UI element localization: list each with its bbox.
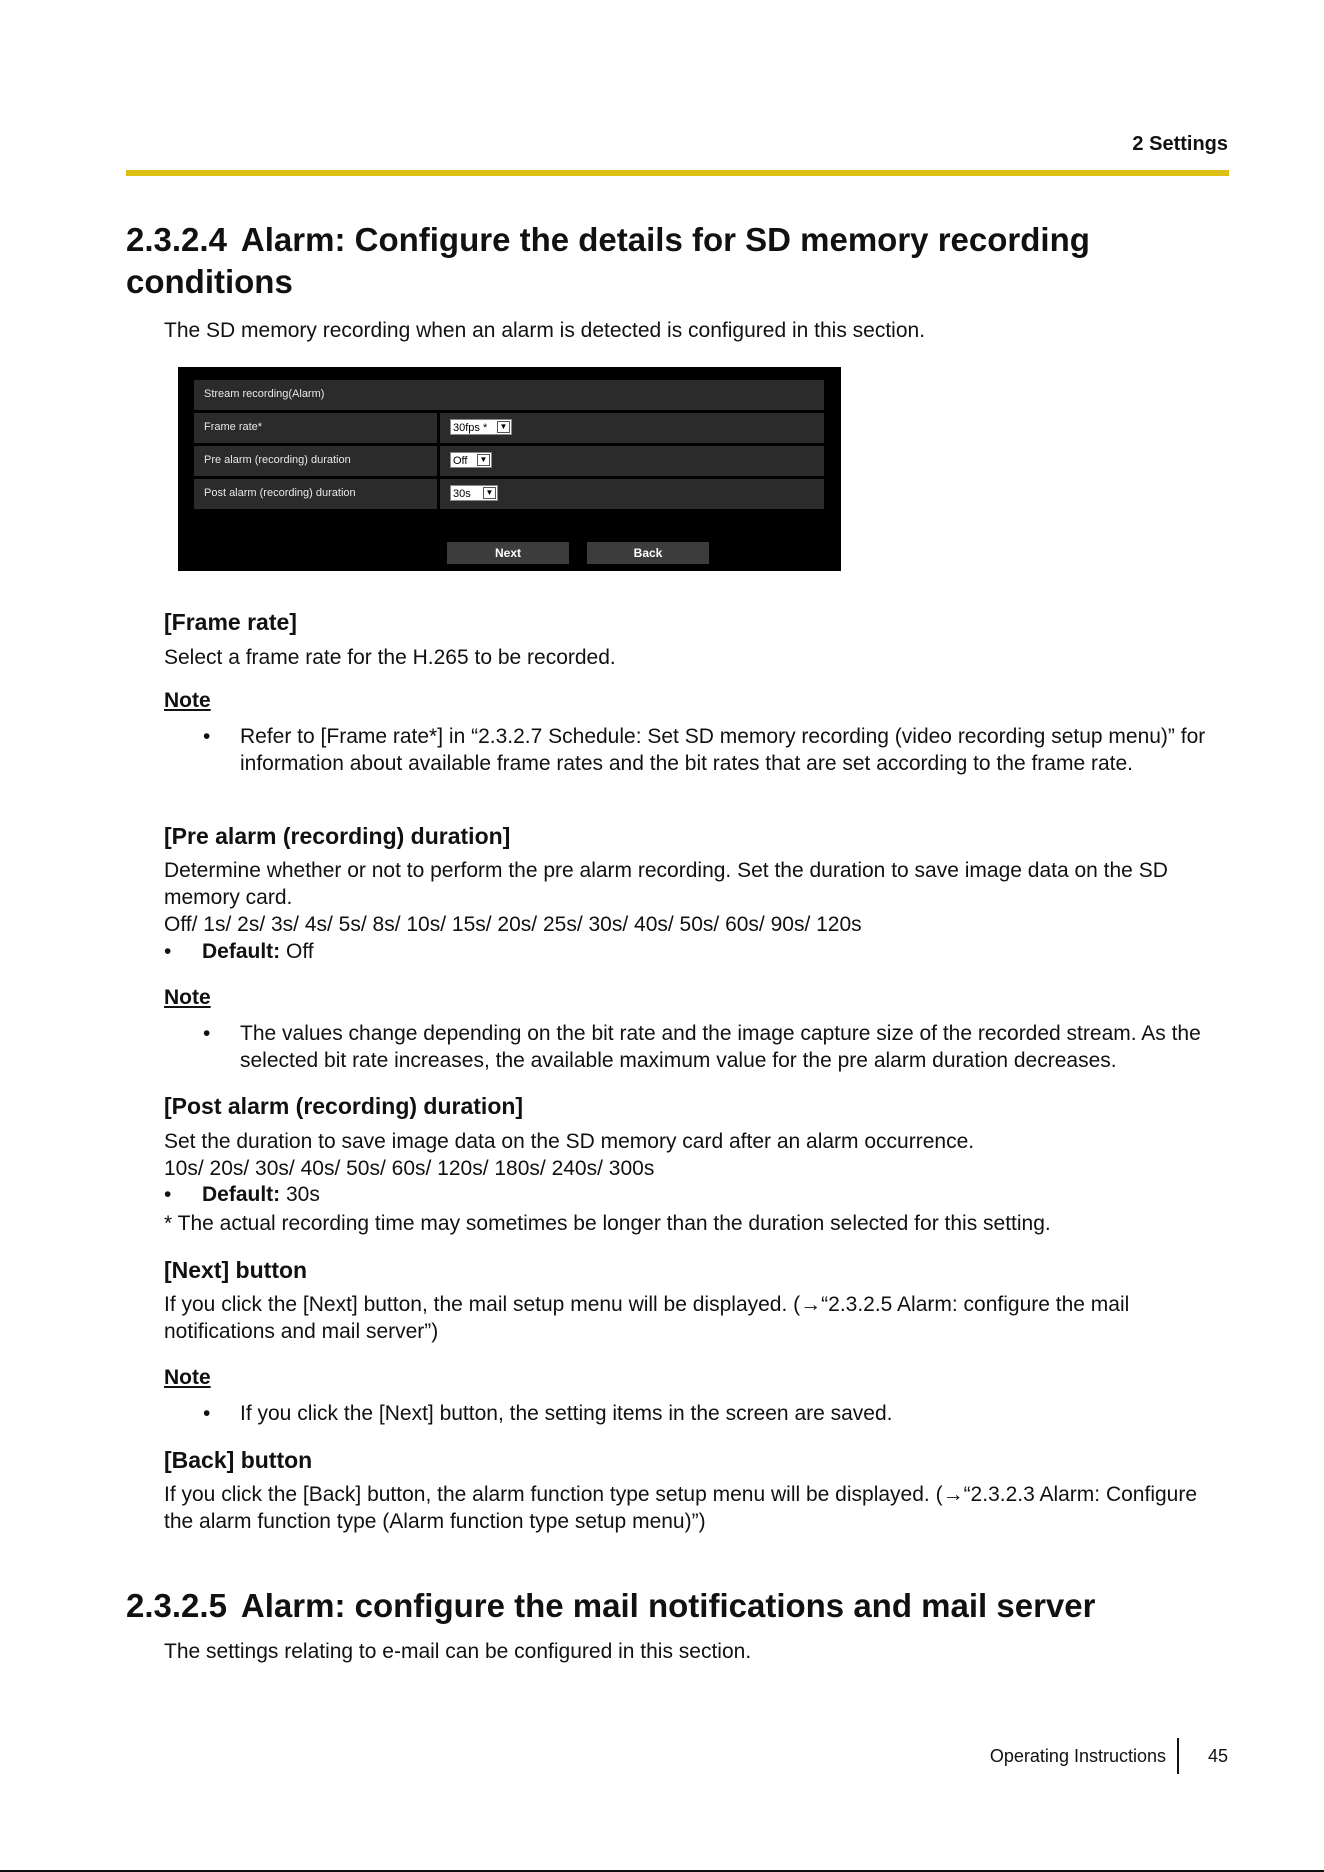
frame-rate-heading: [Frame rate] bbox=[164, 609, 297, 635]
section-intro: The SD memory recording when an alarm is detected is configured in this section. bbox=[164, 319, 926, 342]
default-label: Default: bbox=[202, 940, 281, 963]
bullet-icon: • bbox=[203, 1022, 211, 1045]
panel-header-label: Stream recording(Alarm) bbox=[204, 388, 325, 400]
bullet-icon: • bbox=[164, 940, 172, 963]
post-alarm-select[interactable] bbox=[450, 485, 498, 501]
post-alarm-footnote: * The actual recording time may sometimes be longer than the duration selected for this setting. bbox=[164, 1212, 1051, 1235]
frame-rate-select[interactable] bbox=[450, 419, 512, 435]
note-label: Note bbox=[164, 986, 211, 1009]
bullet-icon: • bbox=[203, 1402, 211, 1425]
pre-alarm-label: Pre alarm (recording) duration bbox=[204, 454, 351, 466]
section-title-line2: conditions bbox=[126, 263, 293, 300]
section-intro: The settings relating to e-mail can be configured in this section. bbox=[164, 1640, 752, 1663]
next-button-note-bullet bbox=[203, 1400, 1233, 1427]
post-alarm-heading: [Post alarm (recording) duration] bbox=[164, 1093, 524, 1119]
post-alarm-value: 30s bbox=[453, 488, 471, 500]
bullet-icon: • bbox=[164, 1183, 172, 1206]
footer-title: Operating Instructions bbox=[989, 1746, 1166, 1766]
back-button-text: If you click the [Back] button, the alarm function type setup menu will be displayed. (→“2.3.2.3 Alarm: Configure the alarm function type (Alarm function type setup menu)”) bbox=[164, 1483, 1198, 1533]
chevron-down-icon: ▼ bbox=[483, 487, 496, 499]
back-button-heading: [Back] button bbox=[164, 1447, 313, 1473]
pre-alarm-value: Off bbox=[453, 455, 468, 467]
row-divider bbox=[437, 446, 440, 476]
settings-panel-screenshot bbox=[178, 367, 841, 571]
default-value: 30s bbox=[280, 1183, 320, 1206]
panel-header-row bbox=[194, 380, 824, 410]
bullet-icon: • bbox=[203, 725, 211, 748]
header-rule bbox=[126, 170, 1229, 176]
post-alarm-text: Set the duration to save image data on the SD memory card after an alarm occurrence. bbox=[164, 1130, 975, 1153]
post-alarm-default bbox=[164, 1183, 320, 1207]
section-title: Alarm: configure the mail notifications and mail server bbox=[240, 1587, 1096, 1624]
pre-alarm-text: Determine whether or not to perform the pre alarm recording. Set the duration to save image data on the SD memory card. bbox=[164, 859, 1168, 909]
chevron-down-icon: ▼ bbox=[477, 454, 490, 466]
default-value: Off bbox=[280, 940, 314, 963]
pre-alarm-note-bullet bbox=[203, 1020, 1233, 1074]
back-button[interactable]: Back bbox=[587, 542, 709, 564]
bullet-text: Refer to [Frame rate*] in “2.3.2.7 Schedule: Set SD memory recording (video recording setup menu)” for information about available frame rates and the bit rates that are set according to the frame rate. bbox=[240, 725, 1206, 775]
section-title-2-3-2-4 bbox=[126, 219, 1226, 303]
footer-divider bbox=[1177, 1738, 1179, 1774]
bullet-text: If you click the [Next] button, the setting items in the screen are saved. bbox=[240, 1402, 893, 1425]
chapter-header: 2 Settings bbox=[1132, 133, 1228, 155]
post-alarm-row bbox=[194, 479, 824, 509]
next-button[interactable]: Next bbox=[447, 542, 569, 564]
frame-rate-text: Select a frame rate for the H.265 to be recorded. bbox=[164, 646, 616, 669]
post-alarm-options: 10s/ 20s/ 30s/ 40s/ 50s/ 60s/ 120s/ 180s/ 240s/ 300s bbox=[164, 1157, 655, 1180]
pre-alarm-options: Off/ 1s/ 2s/ 3s/ 4s/ 5s/ 8s/ 10s/ 15s/ 20s/ 25s/ 30s/ 40s/ 50s/ 60s/ 90s/ 120s bbox=[164, 913, 862, 936]
post-alarm-label: Post alarm (recording) duration bbox=[204, 487, 356, 499]
frame-rate-note-bullet bbox=[203, 723, 1233, 777]
section-title-line1: Alarm: Configure the details for SD memory recording bbox=[240, 221, 1090, 258]
pre-alarm-heading: [Pre alarm (recording) duration] bbox=[164, 823, 511, 849]
note-label: Note bbox=[164, 689, 211, 712]
frame-rate-value: 30fps * bbox=[453, 422, 488, 434]
pre-alarm-select[interactable] bbox=[450, 452, 492, 468]
chevron-down-icon: ▼ bbox=[497, 421, 510, 433]
page-number: 45 bbox=[1207, 1746, 1228, 1766]
note-label: Note bbox=[164, 1366, 211, 1389]
pre-alarm-default bbox=[164, 940, 314, 964]
section-number: 2.3.2.5 bbox=[126, 1587, 227, 1624]
pre-alarm-row bbox=[194, 446, 824, 476]
bullet-text: The values change depending on the bit rate and the image capture size of the recorded stream. As the selected bit rate increases, the available maximum value for the pre alarm duration decreases. bbox=[240, 1022, 1201, 1072]
next-button-heading: [Next] button bbox=[164, 1257, 308, 1283]
row-divider bbox=[437, 479, 440, 509]
section-number: 2.3.2.4 bbox=[126, 221, 227, 258]
frame-rate-label: Frame rate* bbox=[204, 421, 263, 433]
frame-rate-row bbox=[194, 413, 824, 443]
next-button-text: If you click the [Next] button, the mail setup menu will be displayed. (→“2.3.2.5 Alarm: configure the mail notifications and mail server”) bbox=[164, 1293, 1130, 1343]
section-title-2-3-2-5 bbox=[126, 1585, 1226, 1627]
row-divider bbox=[437, 413, 440, 443]
default-label: Default: bbox=[202, 1183, 281, 1206]
